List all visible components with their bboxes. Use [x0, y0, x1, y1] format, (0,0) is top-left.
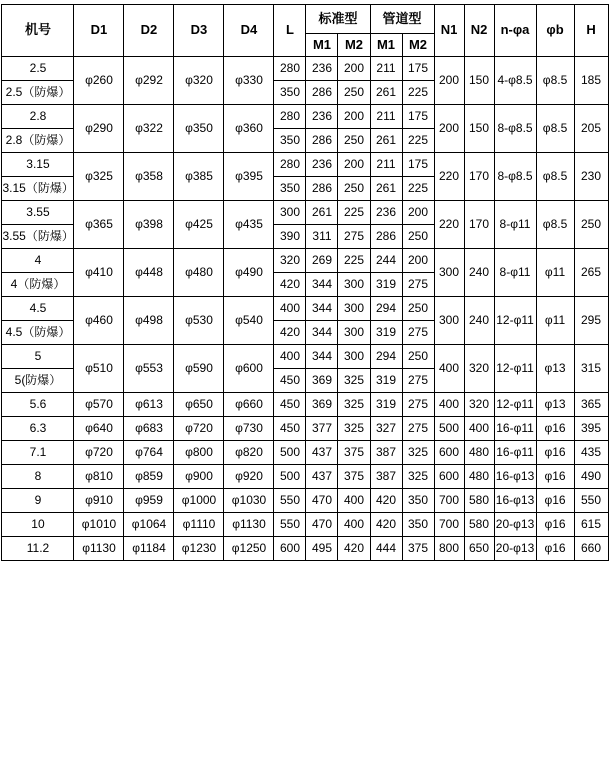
cell-duct-m2: 225 — [402, 129, 434, 153]
cell-duct-m1: 444 — [370, 537, 402, 561]
cell-phi-b: φ13 — [536, 345, 574, 393]
cell-model: 4.5 — [2, 297, 74, 321]
cell-duct-m1: 327 — [370, 417, 402, 441]
cell-l: 500 — [274, 441, 306, 465]
cell-l: 600 — [274, 537, 306, 561]
cell-standard-m1: 344 — [306, 297, 338, 321]
cell-n-phi-a: 20-φ13 — [494, 513, 536, 537]
cell-d4: φ435 — [224, 201, 274, 249]
cell-model: 11.2 — [2, 537, 74, 561]
cell-d3: φ1000 — [174, 489, 224, 513]
cell-duct-m2: 275 — [402, 369, 434, 393]
cell-l: 350 — [274, 177, 306, 201]
cell-d2: φ613 — [124, 393, 174, 417]
cell-n-phi-a: 4-φ8.5 — [494, 57, 536, 105]
cell-n1: 700 — [434, 513, 464, 537]
cell-standard-m2: 250 — [338, 81, 370, 105]
cell-phi-b: φ16 — [536, 513, 574, 537]
cell-duct-m2: 350 — [402, 513, 434, 537]
header-standard-m2: M2 — [338, 34, 370, 57]
cell-duct-m2: 225 — [402, 81, 434, 105]
cell-standard-m1: 236 — [306, 105, 338, 129]
cell-duct-m2: 250 — [402, 225, 434, 249]
cell-d2: φ498 — [124, 297, 174, 345]
cell-standard-m2: 420 — [338, 537, 370, 561]
cell-phi-b: φ8.5 — [536, 153, 574, 201]
cell-d3: φ350 — [174, 105, 224, 153]
cell-phi-b: φ13 — [536, 393, 574, 417]
cell-standard-m2: 325 — [338, 369, 370, 393]
cell-duct-m1: 211 — [370, 153, 402, 177]
cell-d3: φ900 — [174, 465, 224, 489]
cell-h: 230 — [574, 153, 608, 201]
cell-duct-m1: 319 — [370, 369, 402, 393]
header-d3: D3 — [174, 5, 224, 57]
cell-standard-m1: 286 — [306, 129, 338, 153]
cell-h: 395 — [574, 417, 608, 441]
cell-model: 2.5（防爆） — [2, 81, 74, 105]
cell-d1: φ410 — [74, 249, 124, 297]
cell-l: 280 — [274, 153, 306, 177]
cell-d4: φ1130 — [224, 513, 274, 537]
cell-model: 10 — [2, 513, 74, 537]
cell-phi-b: φ8.5 — [536, 201, 574, 249]
cell-phi-b: φ11 — [536, 249, 574, 297]
cell-standard-m2: 250 — [338, 177, 370, 201]
cell-duct-m1: 261 — [370, 81, 402, 105]
cell-n1: 300 — [434, 249, 464, 297]
cell-duct-m2: 275 — [402, 417, 434, 441]
cell-standard-m2: 300 — [338, 321, 370, 345]
cell-d2: φ358 — [124, 153, 174, 201]
cell-n1: 400 — [434, 393, 464, 417]
header-n1: N1 — [434, 5, 464, 57]
cell-d4: φ540 — [224, 297, 274, 345]
table-row — [2, 513, 608, 537]
cell-duct-m1: 261 — [370, 129, 402, 153]
cell-d4: φ395 — [224, 153, 274, 201]
cell-duct-m2: 250 — [402, 345, 434, 369]
cell-h: 550 — [574, 489, 608, 513]
cell-duct-m1: 286 — [370, 225, 402, 249]
cell-d1: φ365 — [74, 201, 124, 249]
cell-d2: φ398 — [124, 201, 174, 249]
cell-d4: φ600 — [224, 345, 274, 393]
table-row — [2, 489, 608, 513]
cell-standard-m2: 300 — [338, 345, 370, 369]
cell-duct-m1: 236 — [370, 201, 402, 225]
header-h: H — [574, 5, 608, 57]
cell-l: 420 — [274, 321, 306, 345]
cell-duct-m2: 200 — [402, 201, 434, 225]
cell-standard-m1: 311 — [306, 225, 338, 249]
header-duct-m2: M2 — [402, 34, 434, 57]
cell-duct-m1: 387 — [370, 441, 402, 465]
cell-n1: 220 — [434, 153, 464, 201]
header-phi-b: φb — [536, 5, 574, 57]
cell-n1: 600 — [434, 441, 464, 465]
cell-n2: 170 — [464, 153, 494, 201]
cell-standard-m1: 269 — [306, 249, 338, 273]
cell-duct-m1: 420 — [370, 513, 402, 537]
header-n-phi-a: n-φa — [494, 5, 536, 57]
cell-standard-m2: 250 — [338, 129, 370, 153]
cell-duct-m1: 261 — [370, 177, 402, 201]
cell-l: 320 — [274, 249, 306, 273]
cell-h: 315 — [574, 345, 608, 393]
cell-h: 490 — [574, 465, 608, 489]
cell-duct-m1: 319 — [370, 273, 402, 297]
cell-d1: φ460 — [74, 297, 124, 345]
cell-n1: 600 — [434, 465, 464, 489]
cell-l: 390 — [274, 225, 306, 249]
cell-n1: 300 — [434, 297, 464, 345]
cell-n2: 580 — [464, 489, 494, 513]
cell-n-phi-a: 8-φ8.5 — [494, 153, 536, 201]
cell-h: 205 — [574, 105, 608, 153]
cell-l: 350 — [274, 81, 306, 105]
table-row — [2, 297, 608, 321]
cell-h: 250 — [574, 201, 608, 249]
cell-model: 4.5（防爆） — [2, 321, 74, 345]
cell-phi-b: φ8.5 — [536, 105, 574, 153]
header-row-main — [2, 5, 608, 34]
cell-n2: 150 — [464, 57, 494, 105]
table-header — [2, 5, 608, 57]
cell-n1: 500 — [434, 417, 464, 441]
cell-n-phi-a: 12-φ11 — [494, 345, 536, 393]
table-row — [2, 105, 608, 129]
cell-duct-m1: 211 — [370, 105, 402, 129]
cell-n2: 580 — [464, 513, 494, 537]
cell-d1: φ325 — [74, 153, 124, 201]
cell-d4: φ920 — [224, 465, 274, 489]
cell-l: 550 — [274, 489, 306, 513]
cell-d4: φ660 — [224, 393, 274, 417]
cell-d3: φ590 — [174, 345, 224, 393]
cell-n-phi-a: 20-φ13 — [494, 537, 536, 561]
cell-standard-m1: 286 — [306, 81, 338, 105]
table-row — [2, 345, 608, 369]
cell-n2: 320 — [464, 393, 494, 417]
cell-model: 4（防爆） — [2, 273, 74, 297]
cell-n-phi-a: 16-φ13 — [494, 489, 536, 513]
cell-h: 295 — [574, 297, 608, 345]
cell-phi-b: φ16 — [536, 417, 574, 441]
cell-n2: 320 — [464, 345, 494, 393]
cell-model: 2.8（防爆） — [2, 129, 74, 153]
header-duct-type: 管道型 — [370, 5, 434, 34]
cell-phi-b: φ11 — [536, 297, 574, 345]
cell-d2: φ764 — [124, 441, 174, 465]
cell-d4: φ330 — [224, 57, 274, 105]
table-row — [2, 57, 608, 81]
cell-standard-m2: 400 — [338, 513, 370, 537]
cell-standard-m2: 300 — [338, 273, 370, 297]
table-row — [2, 417, 608, 441]
cell-model: 5.6 — [2, 393, 74, 417]
cell-n1: 800 — [434, 537, 464, 561]
table-row — [2, 393, 608, 417]
cell-l: 280 — [274, 105, 306, 129]
cell-duct-m2: 200 — [402, 249, 434, 273]
header-duct-m1: M1 — [370, 34, 402, 57]
cell-h: 660 — [574, 537, 608, 561]
cell-duct-m2: 175 — [402, 153, 434, 177]
cell-duct-m2: 275 — [402, 273, 434, 297]
table-row — [2, 249, 608, 273]
cell-d1: φ640 — [74, 417, 124, 441]
cell-standard-m1: 377 — [306, 417, 338, 441]
cell-d2: φ683 — [124, 417, 174, 441]
cell-standard-m1: 437 — [306, 441, 338, 465]
table-row — [2, 465, 608, 489]
cell-n-phi-a: 8-φ8.5 — [494, 105, 536, 153]
header-d1: D1 — [74, 5, 124, 57]
cell-phi-b: φ8.5 — [536, 57, 574, 105]
table-row — [2, 441, 608, 465]
table-row — [2, 153, 608, 177]
cell-h: 365 — [574, 393, 608, 417]
cell-standard-m1: 437 — [306, 465, 338, 489]
cell-n-phi-a: 16-φ11 — [494, 441, 536, 465]
cell-standard-m2: 225 — [338, 249, 370, 273]
cell-duct-m1: 319 — [370, 393, 402, 417]
cell-l: 420 — [274, 273, 306, 297]
cell-duct-m1: 420 — [370, 489, 402, 513]
cell-d4: φ730 — [224, 417, 274, 441]
cell-model: 9 — [2, 489, 74, 513]
cell-duct-m1: 294 — [370, 297, 402, 321]
cell-d3: φ800 — [174, 441, 224, 465]
cell-model: 3.15（防爆） — [2, 177, 74, 201]
cell-n1: 700 — [434, 489, 464, 513]
header-standard-m1: M1 — [306, 34, 338, 57]
table-body — [2, 57, 608, 561]
cell-l: 280 — [274, 57, 306, 81]
header-d4: D4 — [224, 5, 274, 57]
cell-duct-m2: 175 — [402, 57, 434, 81]
cell-d2: φ859 — [124, 465, 174, 489]
cell-h: 435 — [574, 441, 608, 465]
cell-standard-m2: 375 — [338, 465, 370, 489]
cell-duct-m1: 387 — [370, 465, 402, 489]
cell-d2: φ322 — [124, 105, 174, 153]
cell-standard-m1: 236 — [306, 57, 338, 81]
cell-standard-m1: 236 — [306, 153, 338, 177]
cell-model: 8 — [2, 465, 74, 489]
cell-h: 265 — [574, 249, 608, 297]
header-d2: D2 — [124, 5, 174, 57]
cell-phi-b: φ16 — [536, 489, 574, 513]
cell-duct-m1: 211 — [370, 57, 402, 81]
cell-n-phi-a: 8-φ11 — [494, 201, 536, 249]
cell-model: 2.5 — [2, 57, 74, 81]
cell-d3: φ530 — [174, 297, 224, 345]
cell-d2: φ553 — [124, 345, 174, 393]
cell-model: 3.55 — [2, 201, 74, 225]
cell-h: 185 — [574, 57, 608, 105]
cell-n2: 240 — [464, 249, 494, 297]
header-standard-type: 标准型 — [306, 5, 370, 34]
cell-n1: 400 — [434, 345, 464, 393]
cell-duct-m2: 275 — [402, 393, 434, 417]
cell-n2: 170 — [464, 201, 494, 249]
cell-duct-m1: 319 — [370, 321, 402, 345]
cell-standard-m1: 470 — [306, 513, 338, 537]
cell-model: 6.3 — [2, 417, 74, 441]
cell-d1: φ910 — [74, 489, 124, 513]
cell-l: 400 — [274, 345, 306, 369]
cell-l: 450 — [274, 417, 306, 441]
cell-standard-m1: 470 — [306, 489, 338, 513]
cell-standard-m2: 400 — [338, 489, 370, 513]
cell-standard-m2: 200 — [338, 153, 370, 177]
cell-model: 5(防爆） — [2, 369, 74, 393]
cell-n1: 220 — [434, 201, 464, 249]
cell-n1: 200 — [434, 57, 464, 105]
header-l: L — [274, 5, 306, 57]
cell-d3: φ425 — [174, 201, 224, 249]
cell-l: 450 — [274, 369, 306, 393]
cell-n-phi-a: 12-φ11 — [494, 393, 536, 417]
cell-phi-b: φ16 — [536, 537, 574, 561]
cell-standard-m2: 200 — [338, 105, 370, 129]
cell-d1: φ720 — [74, 441, 124, 465]
cell-d2: φ292 — [124, 57, 174, 105]
cell-d1: φ810 — [74, 465, 124, 489]
cell-standard-m2: 325 — [338, 393, 370, 417]
cell-standard-m1: 344 — [306, 345, 338, 369]
cell-standard-m1: 261 — [306, 201, 338, 225]
cell-l: 500 — [274, 465, 306, 489]
cell-duct-m2: 375 — [402, 537, 434, 561]
cell-n-phi-a: 16-φ13 — [494, 465, 536, 489]
cell-d3: φ1110 — [174, 513, 224, 537]
cell-model: 2.8 — [2, 105, 74, 129]
cell-d3: φ1230 — [174, 537, 224, 561]
cell-standard-m1: 286 — [306, 177, 338, 201]
cell-duct-m2: 250 — [402, 297, 434, 321]
cell-model: 7.1 — [2, 441, 74, 465]
cell-n-phi-a: 12-φ11 — [494, 297, 536, 345]
cell-phi-b: φ16 — [536, 441, 574, 465]
cell-model: 3.55（防爆） — [2, 225, 74, 249]
cell-n2: 400 — [464, 417, 494, 441]
cell-n2: 240 — [464, 297, 494, 345]
cell-standard-m2: 200 — [338, 57, 370, 81]
cell-d1: φ290 — [74, 105, 124, 153]
cell-model: 3.15 — [2, 153, 74, 177]
cell-d4: φ490 — [224, 249, 274, 297]
cell-standard-m1: 495 — [306, 537, 338, 561]
table-row — [2, 537, 608, 561]
cell-d1: φ570 — [74, 393, 124, 417]
cell-phi-b: φ16 — [536, 465, 574, 489]
cell-l: 300 — [274, 201, 306, 225]
cell-d3: φ385 — [174, 153, 224, 201]
cell-n1: 200 — [434, 105, 464, 153]
cell-d3: φ480 — [174, 249, 224, 297]
cell-duct-m2: 175 — [402, 105, 434, 129]
cell-l: 550 — [274, 513, 306, 537]
cell-n-phi-a: 16-φ11 — [494, 417, 536, 441]
header-n2: N2 — [464, 5, 494, 57]
cell-duct-m1: 294 — [370, 345, 402, 369]
header-model: 机号 — [2, 5, 74, 57]
specification-table — [1, 4, 608, 561]
cell-model: 4 — [2, 249, 74, 273]
cell-duct-m2: 225 — [402, 177, 434, 201]
cell-standard-m2: 225 — [338, 201, 370, 225]
cell-d3: φ720 — [174, 417, 224, 441]
cell-n2: 480 — [464, 465, 494, 489]
cell-d1: φ1010 — [74, 513, 124, 537]
cell-d4: φ360 — [224, 105, 274, 153]
cell-l: 450 — [274, 393, 306, 417]
cell-n2: 150 — [464, 105, 494, 153]
cell-d3: φ650 — [174, 393, 224, 417]
cell-standard-m1: 344 — [306, 273, 338, 297]
cell-standard-m1: 369 — [306, 393, 338, 417]
cell-standard-m2: 275 — [338, 225, 370, 249]
cell-duct-m2: 350 — [402, 489, 434, 513]
cell-h: 615 — [574, 513, 608, 537]
cell-n2: 650 — [464, 537, 494, 561]
cell-l: 350 — [274, 129, 306, 153]
cell-d4: φ820 — [224, 441, 274, 465]
cell-d1: φ1130 — [74, 537, 124, 561]
table-row — [2, 201, 608, 225]
cell-d2: φ959 — [124, 489, 174, 513]
cell-d3: φ320 — [174, 57, 224, 105]
cell-d4: φ1030 — [224, 489, 274, 513]
cell-standard-m2: 375 — [338, 441, 370, 465]
cell-d1: φ260 — [74, 57, 124, 105]
cell-standard-m2: 300 — [338, 297, 370, 321]
cell-d1: φ510 — [74, 345, 124, 393]
cell-n-phi-a: 8-φ11 — [494, 249, 536, 297]
cell-standard-m1: 369 — [306, 369, 338, 393]
cell-model: 5 — [2, 345, 74, 369]
cell-d2: φ448 — [124, 249, 174, 297]
cell-duct-m2: 325 — [402, 441, 434, 465]
cell-n2: 480 — [464, 441, 494, 465]
cell-d2: φ1064 — [124, 513, 174, 537]
cell-standard-m1: 344 — [306, 321, 338, 345]
cell-duct-m2: 275 — [402, 321, 434, 345]
cell-duct-m2: 325 — [402, 465, 434, 489]
cell-duct-m1: 244 — [370, 249, 402, 273]
cell-l: 400 — [274, 297, 306, 321]
cell-standard-m2: 325 — [338, 417, 370, 441]
cell-d4: φ1250 — [224, 537, 274, 561]
cell-d2: φ1184 — [124, 537, 174, 561]
